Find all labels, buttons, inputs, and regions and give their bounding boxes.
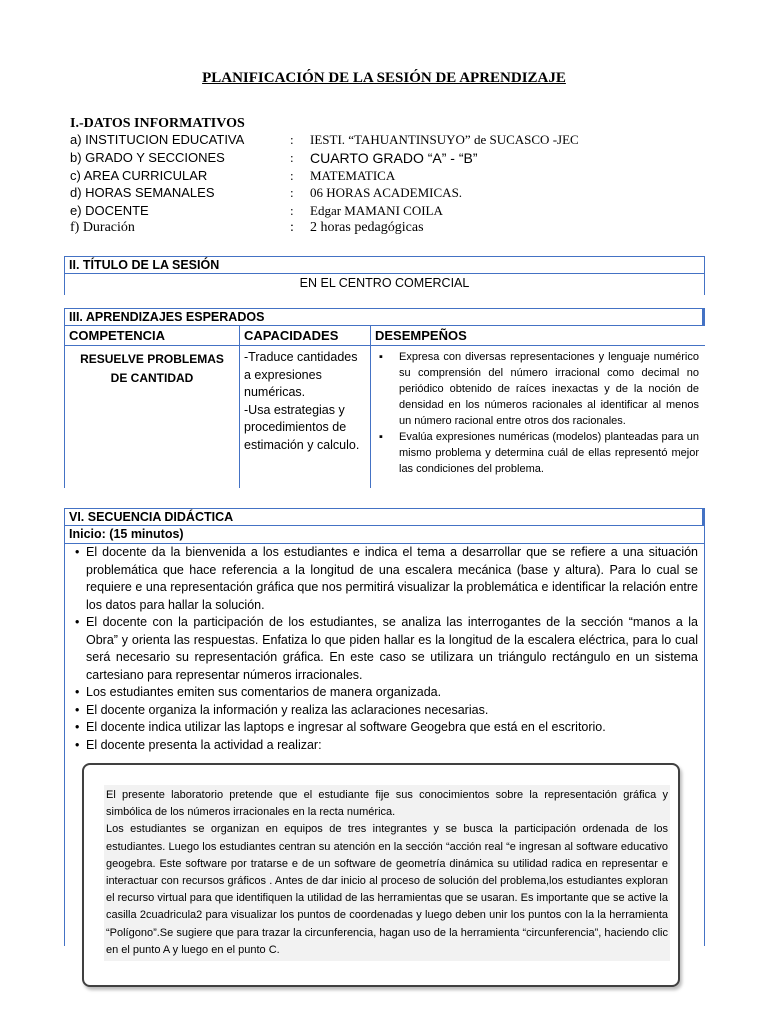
secuencia-item: • El docente presenta la actividad a realizar: [69, 737, 698, 755]
titulo-sesion-section [64, 256, 705, 295]
datos-row-grado: b) GRADO Y SECCIONES : CUARTO GRADO “A” - “B” [70, 150, 478, 166]
datos-row-duracion: f) Duración : 2 horas pedagógicas [70, 220, 424, 235]
col-capacidades: CAPACIDADES [240, 326, 371, 346]
col-competencia: COMPETENCIA [65, 326, 240, 346]
competencia-cell: RESUELVE PROBLEMAS DE CANTIDAD [80, 352, 224, 385]
datos-row-docente: e) DOCENTE : Edgar MAMANI COILA [70, 203, 443, 218]
capacidad-item: -Usa estrategias y procedimientos de estimación y calculo. [244, 402, 360, 452]
secuencia-item: • El docente indica utilizar las laptops e ingresar al software Geogebra que está en el escritorio. [69, 719, 698, 737]
col-desempenos: DESEMPEÑOS [371, 326, 706, 346]
secuencia-heading: VI. SECUENCIA DIDÁCTICA [64, 508, 705, 526]
aprendizajes-section [64, 308, 705, 488]
secuencia-item: • El docente organiza la información y realiza las aclaraciones necesarias. [69, 702, 698, 720]
datos-row-institucion: a) INSTITUCION EDUCATIVA : IESTI. “TAHUANTINSUYO” de SUCASCO -JEC [70, 132, 579, 147]
aprendizajes-table [64, 326, 705, 488]
titulo-sesion-value: EN EL CENTRO COMERCIAL [64, 274, 705, 295]
actividad-box [82, 763, 680, 987]
inicio-label: Inicio: (15 minutos) [65, 526, 704, 544]
desempenos-cell [371, 346, 706, 489]
datos-row-area: c) AREA CURRICULAR : MATEMATICA [70, 168, 396, 183]
secuencia-item: • Los estudiantes emiten sus comentarios de manera organizada. [69, 684, 698, 702]
datos-informativos-heading: I.-DATOS INFORMATIVOS [70, 116, 245, 131]
actividad-text [104, 785, 670, 961]
actividad-paragraph: Los estudiantes se organizan en equipos de tres integrantes y se busca la participación ordenada de los estudiantes. Luego los estudiantes centran su atención en la sección “acción real “e ingresan al software educativo geogebra. Este software por tratarse e de un software de geometría dinámica su utilidad radica en representar e interactuar con recursos gráficos . Antes de dar inicio al proceso de solución del problema,los estudiantes exploran el recurso virtual para que identifiquen la utilidad de las herramientas que se usaran. Es importante que se active la casilla 2cuadricula2 para visualizar los puntos de coordenadas y luego deben unir los puntos con la la herramienta “Polígono”.Se sugiere que para trazar la circunferencia, hagan uso de la herramienta “circunferencia”, haciendo clic en el punto A y luego en el punto C. [106, 823, 668, 956]
titulo-sesion-heading: II. TÍTULO DE LA SESIÓN [64, 256, 705, 274]
aprendizajes-heading: III. APRENDIZAJES ESPERADOS [64, 308, 705, 326]
page-title: PLANIFICACIÓN DE LA SESIÓN DE APRENDIZAJE [202, 70, 566, 86]
actividad-paragraph: El presente laboratorio pretende que el estudiante fije sus conocimientos sobre la representación gráfica y simbólica de los números irracionales en la recta numérica. [106, 789, 668, 819]
desempeno-item: ▪ Expresa con diversas representaciones y lenguaje numérico su comprensión del número irracional como decimal no periódico obtenido de raíces inexactas y de la noción de densidad en los números racionales al identificar al menos un número racional entre otros dos racionales. [399, 349, 699, 429]
capacidades-cell [240, 346, 371, 489]
capacidad-item: -Traduce cantidades a expresiones numéricas. [244, 350, 358, 399]
desempeno-item: ▪ Evalúa expresiones numéricas (modelos) planteadas para un mismo problema y determina cuál de ellas representó mejor las condiciones del problema. [399, 429, 699, 477]
secuencia-item: • El docente da la bienvenida a los estudiantes e indica el tema a desarrollar que se refiere a una situación problemática que hace referencia a la longitud de una escalera mecánica (base y altura). Para lo cual se requiere e una representación gráfica que nos permitirá visualizar la problemática e identificar la relación entre los datos para hallar la solución. [69, 544, 698, 614]
datos-row-horas: d) HORAS SEMANALES : 06 HORAS ACADEMICAS. [70, 185, 463, 200]
secuencia-item: • El docente con la participación de los estudiantes, se analiza las interrogantes de la sección “manos a la Obra” y orienta las respuestas. Enfatiza lo que piden hallar es la longitud de la escalera eléctrica, para lo cual será necesario su representación gráfica. En este caso se utilizara un triángulo rectángulo en un sistema cartesiano para representar números irracionales. [69, 614, 698, 684]
